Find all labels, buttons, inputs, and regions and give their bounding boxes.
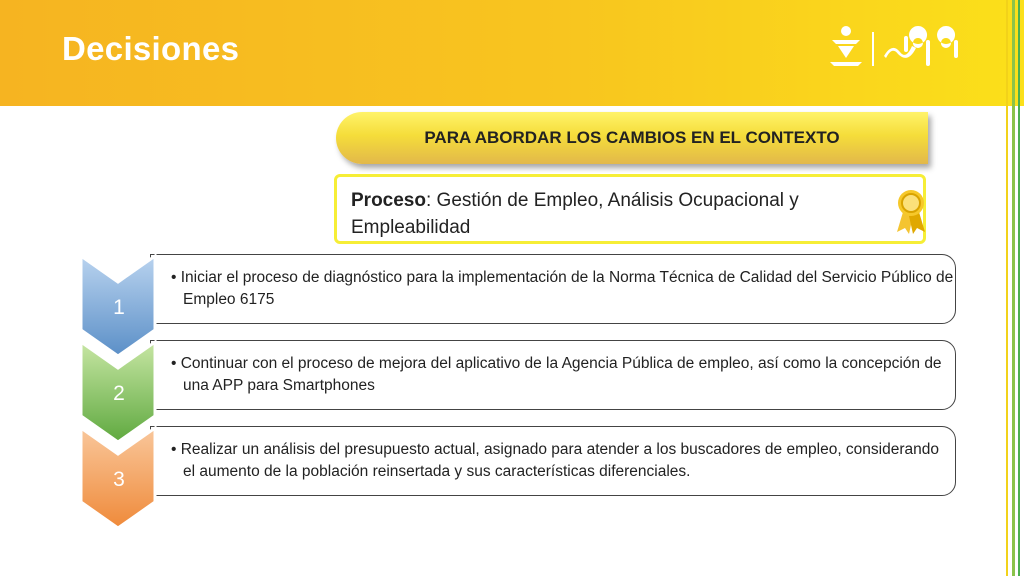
step-text-3: • Realizar un análisis del presupuesto actual, asignado para atender a los buscadores de empleo, considerando el aumento de la población reinsertada y sus características diferenciales. (171, 441, 939, 480)
process-description (351, 187, 871, 241)
sena-siga-logo (826, 22, 976, 78)
step-box-1 (150, 254, 956, 324)
header-bar (0, 0, 1024, 106)
banner-text: PARA ABORDAR LOS CAMBIOS EN EL CONTEXTO (424, 128, 840, 147)
step-box-3 (150, 426, 956, 496)
step-row-1 (0, 252, 1024, 352)
step-box-2 (150, 340, 956, 410)
step-text-2: • Continuar con el proceso de mejora del aplicativo de la Agencia Pública de empleo, así como la concepción de una APP para Smartphones (171, 355, 942, 394)
process-value: : Gestión de Empleo, Análisis Ocupacional y Empleabilidad (351, 190, 799, 238)
step-row-2 (0, 338, 1024, 438)
medal-icon (893, 188, 929, 234)
step-number-3: 3 (113, 468, 125, 491)
step-number-2: 2 (113, 382, 125, 405)
step-row-3 (0, 424, 1024, 524)
process-box (334, 174, 926, 244)
process-label: Proceso (351, 190, 426, 211)
step-text-1: • Iniciar el proceso de diagnóstico para la implementación de la Norma Técnica de Calidad del Servicio Público de Empleo 6175 (171, 269, 954, 308)
page-title: Decisiones (62, 30, 240, 67)
context-banner (336, 112, 928, 164)
step-number-1: 1 (113, 296, 125, 319)
